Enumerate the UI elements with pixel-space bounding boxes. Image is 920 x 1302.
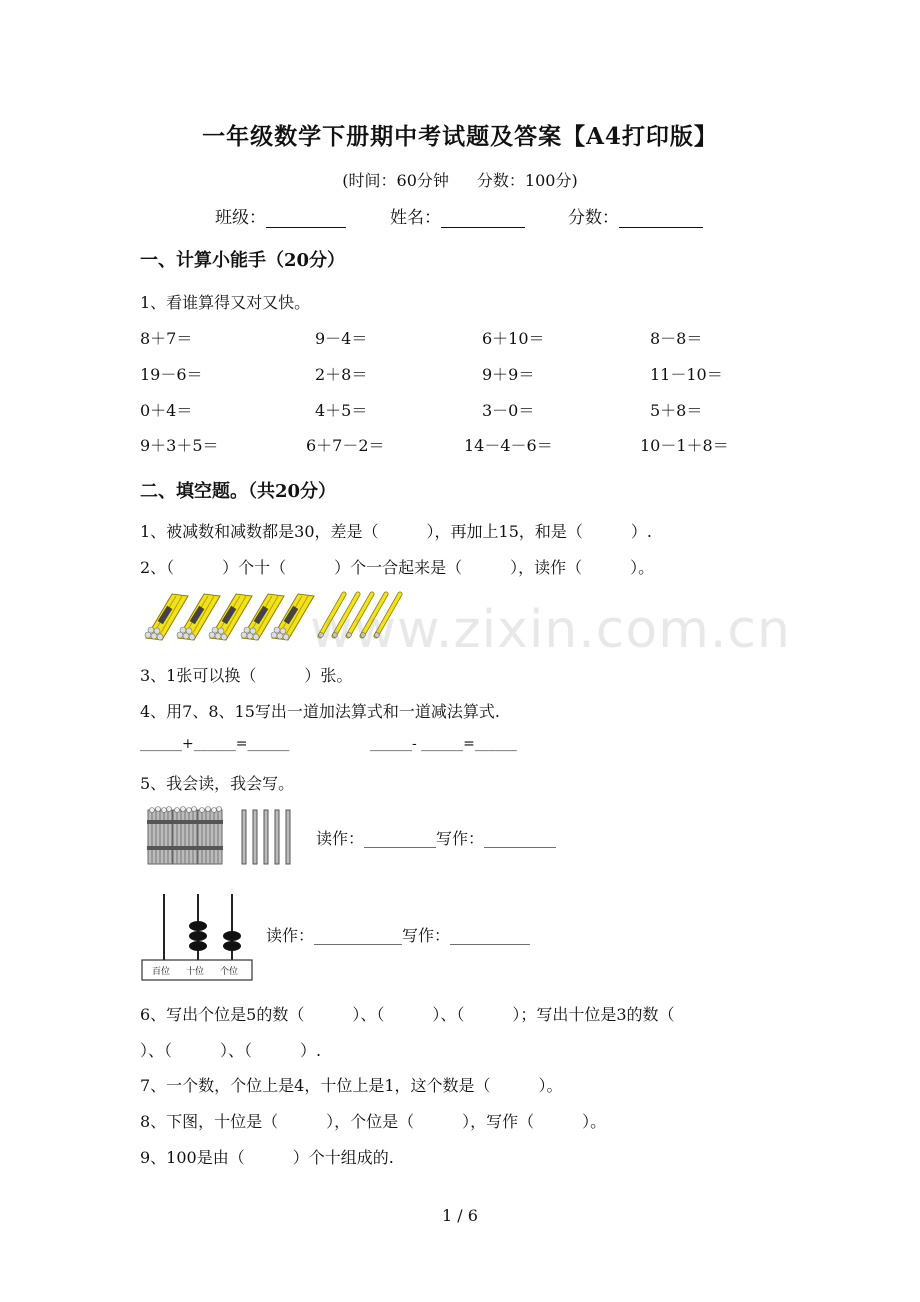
class-field — [215, 203, 346, 228]
equation: 5＋8＝ — [650, 401, 703, 420]
read-write-line2[interactable]: 读作：___________写作：__________ — [266, 926, 531, 945]
abacus-label-hundreds: 百位 — [152, 967, 171, 977]
s2-question6-line1: 6、写出个位是5的数（ ）、（ ）、（ ）；写出十位是3的数（ — [140, 1005, 675, 1024]
equation: 8－8＝ — [650, 329, 703, 348]
class-label: 班级： — [215, 208, 266, 228]
equation: 9－4＝ — [315, 329, 368, 348]
equation: 11－10＝ — [650, 365, 723, 384]
s2-question2: 2、（ ）个十（ ）个一合起来是（ ），读作（ ）。 — [140, 558, 655, 577]
gray-sticks-illustration — [146, 806, 306, 868]
exam-meta — [0, 168, 920, 191]
page-number: 1 / 6 — [442, 1206, 478, 1225]
equation: 9＋3＋5＝ — [140, 436, 219, 455]
s2-question4: 4、用7、8、15写出一道加法算式和一道减法算式. — [140, 702, 500, 721]
equation: 19－6＝ — [140, 365, 203, 384]
s2-question7: 7、一个数，个位上是4，十位上是1，这个数是（ ）。 — [140, 1076, 563, 1095]
equation: 3－0＝ — [482, 401, 535, 420]
watermark: www.zixin.com.cn — [310, 600, 791, 660]
mark-label: 分数： — [568, 208, 619, 228]
s2-question5: 5、我会读，我会写。 — [140, 774, 295, 793]
subtraction-blank[interactable]: ______- ______=______ — [370, 736, 517, 752]
equation: 0＋4＝ — [140, 401, 193, 420]
section1-heading: 一、计算小能手（20分） — [140, 250, 346, 271]
read-write-line1[interactable]: 读作：_________写作：_________ — [316, 829, 557, 848]
equation: 4＋5＝ — [315, 401, 368, 420]
name-blank[interactable] — [441, 209, 525, 228]
s2-question6-line2: ）、（ ）、（ ）. — [140, 1041, 322, 1060]
equation: 6＋10＝ — [482, 329, 545, 348]
abacus-label-ones: 个位 — [220, 967, 239, 977]
name-label: 姓名： — [390, 208, 441, 228]
s2-question8: 8、下图，十位是（ ），个位是（ ），写作（ ）。 — [140, 1112, 607, 1131]
abacus-label-tens: 十位 — [186, 967, 205, 977]
section2-heading: 二、填空题。（共20分） — [140, 481, 337, 502]
equation: 10－1＋8＝ — [640, 436, 729, 455]
s1-question1: 1、看谁算得又对又快。 — [140, 293, 311, 312]
mark-blank[interactable] — [619, 209, 703, 228]
equation: 6＋7－2＝ — [306, 436, 385, 455]
equation: 9＋9＝ — [482, 365, 535, 384]
class-blank[interactable] — [266, 209, 346, 228]
score-label: 分数：100分) — [476, 171, 578, 190]
time-label: (时间：60分钟 — [342, 171, 449, 190]
addition-blank[interactable]: ______+______=______ — [140, 736, 290, 752]
page-title: 一年级数学下册期中考试题及答案【A4打印版】 — [202, 123, 718, 150]
s2-question9: 9、100是由（ ）个十组成的. — [140, 1148, 394, 1167]
equation: 14－4－6＝ — [464, 436, 553, 455]
equation: 8＋7＝ — [140, 329, 193, 348]
mark-field — [568, 203, 703, 228]
equation: 2＋8＝ — [315, 365, 368, 384]
s2-question1: 1、被减数和减数都是30，差是（ ），再加上15，和是（ ）. — [140, 522, 652, 541]
s2-question3: 3、1张可以换（ ）张。 — [140, 666, 353, 685]
name-field — [390, 203, 525, 228]
